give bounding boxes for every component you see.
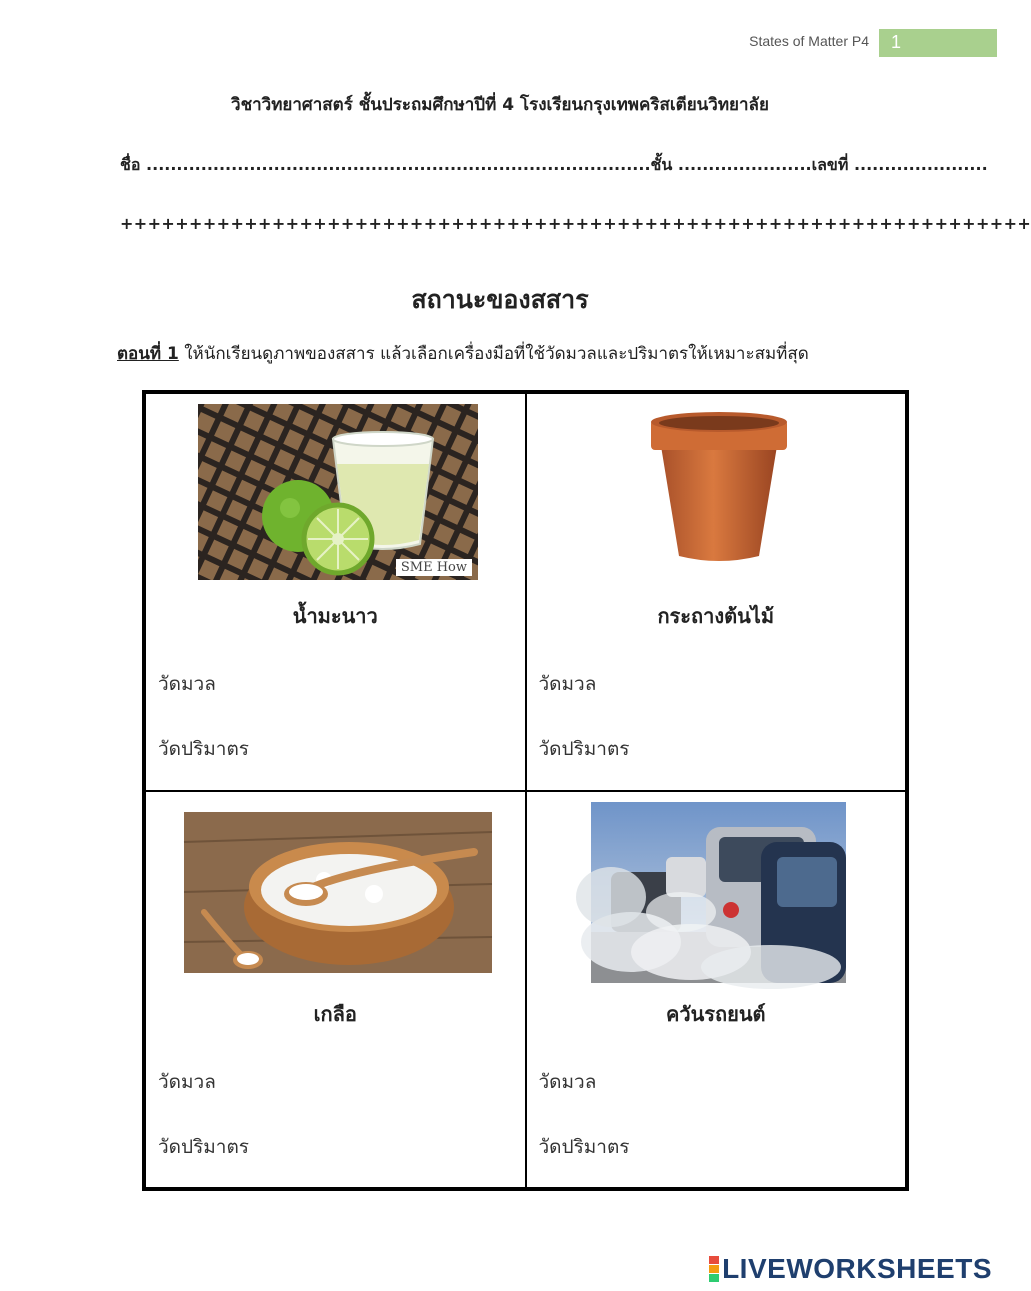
instruction bbox=[117, 340, 809, 367]
volume-answer-field[interactable]: วัดปริมาตร bbox=[158, 1135, 250, 1158]
logo-square bbox=[709, 1256, 719, 1264]
separator-line: ++++++++++++++++++++++++++++++++++++++++++++++++++++++++++++++++++ bbox=[120, 214, 1031, 233]
item-name: น้ำมะนาว bbox=[292, 604, 378, 628]
logo-square bbox=[709, 1265, 719, 1273]
page-header bbox=[0, 29, 1000, 57]
subject-line: วิชาวิทยาศาสตร์ ชั้นประถมศึกษาปีที่ 4 โรงเรียนกรุงเทพคริสเตียนวิทยาลัย bbox=[231, 95, 769, 115]
item-card-car-smoke bbox=[526, 791, 907, 1189]
volume-answer-field[interactable]: วัดปริมาตร bbox=[158, 738, 250, 760]
plant-pot-image bbox=[639, 406, 799, 571]
lime-juice-image bbox=[198, 404, 478, 580]
item-card-lime-juice bbox=[145, 393, 526, 791]
items-grid bbox=[142, 390, 909, 1191]
mass-answer-field[interactable]: วัดมวล bbox=[538, 1070, 597, 1093]
item-name: ควันรถยนต์ bbox=[665, 1001, 766, 1026]
item-card-salt bbox=[145, 791, 526, 1189]
student-info-line: ชื่อ ...................................................................................ชั้น ......................เลขที่ ...................... bbox=[120, 155, 988, 174]
logo-square bbox=[709, 1274, 719, 1282]
item-name: เกลือ bbox=[313, 1001, 357, 1026]
instruction-text: ให้นักเรียนดูภาพของสสาร แล้วเลือกเครื่องมือที่ใช้วัดมวลและปริมาตรให้เหมาะสมที่สุด bbox=[178, 344, 809, 364]
volume-answer-field[interactable]: วัดปริมาตร bbox=[538, 738, 630, 760]
item-name: กระถางต้นไม้ bbox=[657, 604, 775, 628]
car-smoke-image bbox=[591, 802, 846, 983]
logo-icon bbox=[709, 1256, 719, 1282]
mass-answer-field[interactable]: วัดมวล bbox=[538, 673, 597, 695]
volume-answer-field[interactable]: วัดปริมาตร bbox=[538, 1135, 630, 1158]
item-card-plant-pot bbox=[526, 393, 907, 791]
image-watermark: SME How bbox=[396, 559, 472, 576]
liveworksheets-logo bbox=[709, 1253, 992, 1285]
page-number-box bbox=[879, 29, 997, 57]
mass-answer-field[interactable]: วัดมวล bbox=[158, 673, 216, 695]
salt-image bbox=[184, 812, 492, 973]
mass-answer-field[interactable]: วัดมวล bbox=[158, 1070, 216, 1093]
document-label: States of Matter P4 bbox=[749, 33, 869, 49]
worksheet-title: สถานะของสสาร bbox=[411, 285, 589, 314]
instruction-label: ตอนที่ 1 bbox=[117, 344, 179, 364]
page-number: 1 bbox=[891, 32, 902, 52]
logo-text: LIVEWORKSHEETS bbox=[722, 1253, 992, 1284]
